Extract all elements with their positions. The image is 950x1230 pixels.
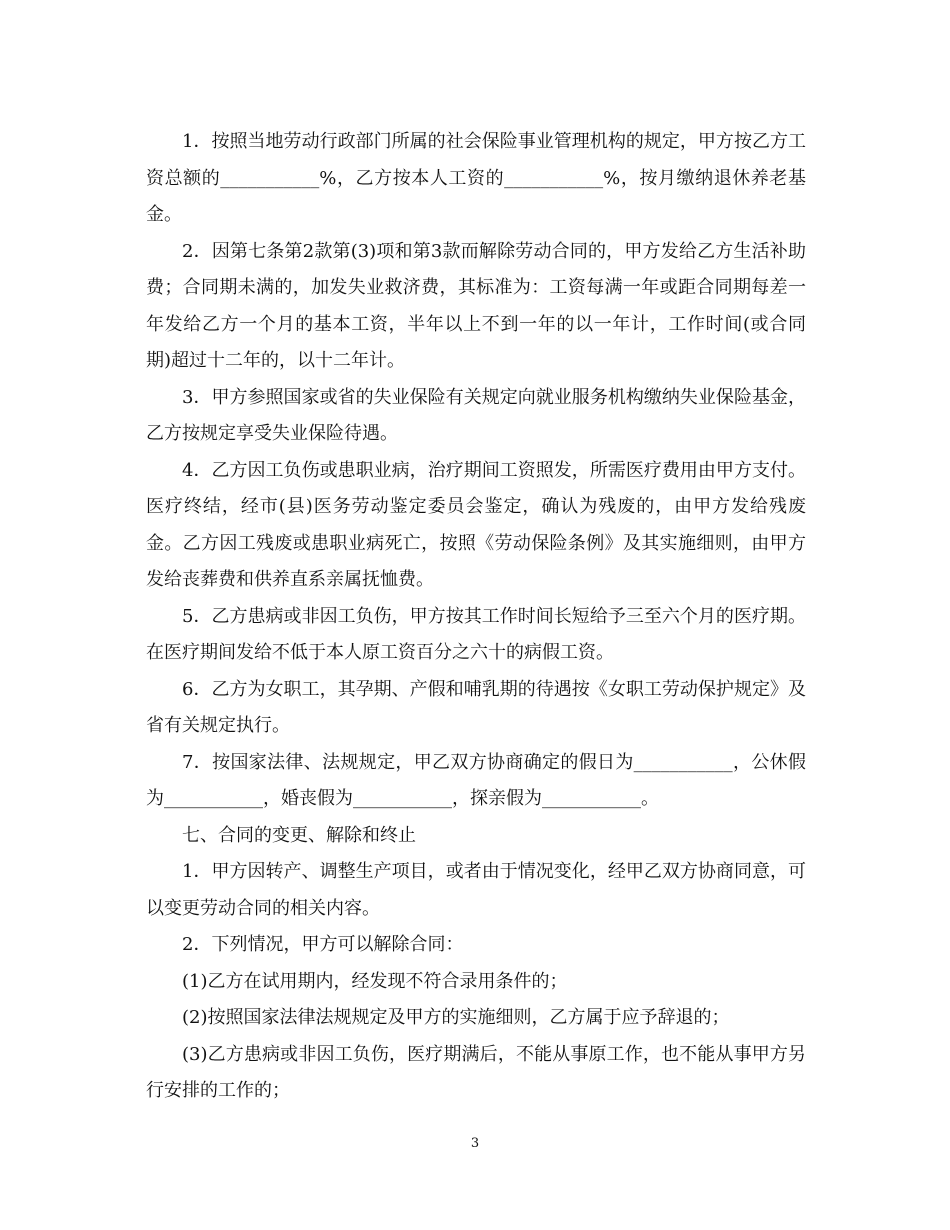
section-heading-contract-changes: 七、合同的变更、解除和终止 — [182, 824, 416, 846]
list-item-probation: (1)乙方在试用期内，经发现不符合录用条件的； — [182, 970, 568, 992]
list-item-medical-period: (3)乙方患病或非因工负伤，医疗期满后，不能从事原工作，也不能从事甲方另行安排的工作的； — [146, 1043, 806, 1101]
paragraph-termination-conditions: 2．下列情况，甲方可以解除合同： — [182, 934, 464, 955]
paragraph-unemployment-insurance: 3．甲方参照国家或省的失业保险有关规定向就业服务机构缴纳失业保险基金，乙方按规定享受失业保险待遇。 — [146, 386, 806, 444]
paragraph-contract-modification: 1．甲方因转产、调整生产项目，或者由于情况变化，经甲乙双方协商同意，可以变更劳动合同的相关内容。 — [146, 861, 806, 919]
page-number: 3 — [470, 1136, 480, 1151]
list-item-dismissal: (2)按照国家法律法规规定及甲方的实施细则，乙方属于应予辞退的； — [182, 1007, 730, 1028]
document-body — [146, 124, 806, 1110]
paragraph-work-injury: 4．乙方因工负伤或患职业病，治疗期间工资照发，所需医疗费用由甲方支付。医疗终结，经市(县)医务劳动鉴定委员会鉴定，确认为残废的，由甲方发给残废金。乙方因工残废或患职业病死亡，按照《劳动保险条例》及其实施细则，由甲方发给丧葬费和供养直系亲属抚恤费。 — [146, 459, 806, 590]
paragraph-female-employee: 6．乙方为女职工，其孕期、产假和哺乳期的待遇按《女职工劳动保护规定》及省有关规定执行。 — [146, 678, 806, 736]
paragraph-holidays: 7．按国家法律、法规规定，甲乙双方协商确定的假日为___________，公休假为___________，婚丧假为___________，探亲假为___________。 — [146, 751, 806, 809]
paragraph-pension: 1．按照当地劳动行政部门所属的社会保险事业管理机构的规定，甲方按乙方工资总额的___________%，乙方按本人工资的___________%，按月缴纳退休养老基金。 — [146, 131, 806, 225]
paragraph-living-subsidy: 2．因第七条第2款第(3)项和第3款而解除劳动合同的，甲方发给乙方生活补助费；合同期未满的，加发失业救济费，其标准为：工资每满一年或距合同期每差一年发给乙方一个月的基本工资，半年以上不到一年的以一年计，工作时间(或合同期)超过十二年的，以十二年计。 — [146, 240, 806, 371]
paragraph-sick-leave: 5．乙方患病或非因工负伤，甲方按其工作时间长短给予三至六个月的医疗期。在医疗期间发给不低于本人原工资百分之六十的病假工资。 — [146, 605, 806, 663]
